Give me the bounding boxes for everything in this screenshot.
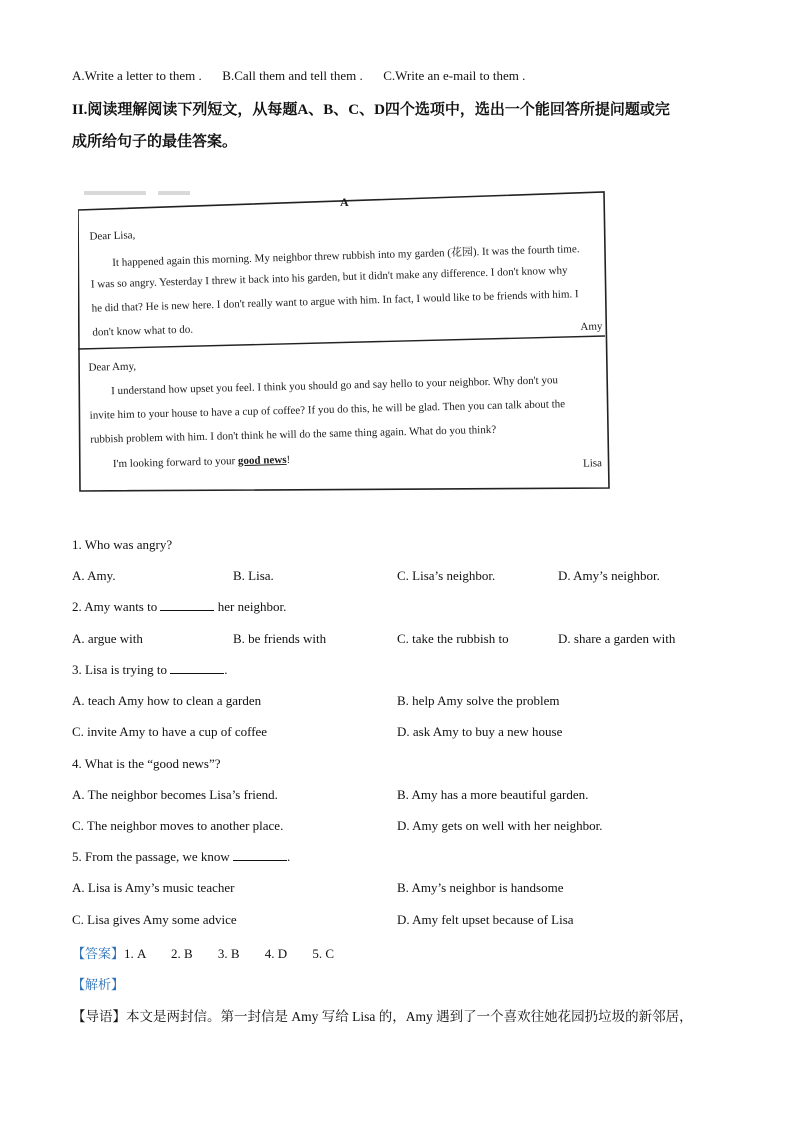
good-news-phrase: good news	[237, 453, 287, 468]
question-option: C. Lisa’s neighbor.	[397, 568, 496, 583]
question-option: D. Amy gets on well with her neighbor.	[397, 818, 603, 833]
question-option: C. take the rubbish to	[397, 631, 509, 646]
question-stem: 2. Amy wants to her neighbor.	[72, 599, 287, 614]
question-stem: 3. Lisa is trying to .	[72, 662, 228, 677]
letter1-line: It happened again this morning. My neighbor threw rubbish into my garden (花园). It was the fourth time.	[112, 243, 580, 270]
question-option: A. Amy.	[72, 568, 116, 583]
question-option: C. invite Amy to have a cup of coffee	[72, 724, 268, 739]
question-option: D. Amy felt upset because of Lisa	[397, 912, 574, 927]
answer-blank	[170, 662, 224, 674]
option-a: A.Write a letter to them .	[72, 68, 202, 83]
guide-tag: 【导语】	[72, 1009, 126, 1024]
answer-item: 5. C	[312, 946, 335, 961]
question-option: D. Amy’s neighbor.	[558, 568, 660, 583]
question-stem: 1. Who was angry?	[72, 537, 173, 552]
analysis-line	[72, 974, 124, 993]
letter1-signature: Amy	[580, 320, 603, 334]
letter2-line: invite him to your house to have a cup of coffee? If you do this, he will be glad. Then you can talk about the	[89, 398, 566, 422]
analysis-tag: 【解析】	[72, 977, 125, 992]
answer-item: 1. A	[124, 946, 146, 961]
guide-line	[72, 1005, 693, 1025]
letter-from-lisa	[74, 173, 613, 492]
question-option: C. Lisa gives Amy some advice	[72, 912, 237, 927]
passage-letter-image	[78, 186, 610, 492]
question-option: B. Amy has a more beautiful garden.	[397, 787, 589, 802]
question-option: A. argue with	[72, 631, 143, 646]
letter2-line: I understand how upset you feel. I think you should go and say hello to your neighbor. Why don't you	[110, 374, 559, 398]
letter2-closing: I'm looking forward to your good news!	[112, 453, 291, 471]
question-option: B. be friends with	[233, 631, 327, 646]
answer-blank	[160, 599, 214, 611]
answer-blank	[233, 849, 287, 861]
option-b: B.Call them and tell them .	[222, 68, 363, 83]
question-option: C. The neighbor moves to another place.	[72, 818, 284, 833]
letter1-greeting: Dear Lisa,	[89, 229, 136, 243]
question-option: B. help Amy solve the problem	[397, 693, 560, 708]
question-option: B. Lisa.	[233, 568, 274, 583]
answer-item: 4. D	[264, 946, 288, 961]
question-option: B. Amy’s neighbor is handsome	[397, 880, 564, 895]
letter1-line: don't know what to do.	[92, 323, 194, 339]
letter1-line: I was so angry. Yesterday I threw it back into his garden, but it didn't make any difference. I don't know why	[90, 264, 568, 291]
answer-line	[72, 943, 334, 962]
answer-tag: 【答案】	[72, 946, 125, 961]
passage-label: A	[340, 195, 349, 209]
question-option: A. The neighbor becomes Lisa’s friend.	[72, 787, 278, 802]
question-option: A. Lisa is Amy’s music teacher	[72, 880, 235, 895]
question-stem: 5. From the passage, we know .	[72, 849, 291, 864]
question-option: A. teach Amy how to clean a garden	[72, 693, 262, 708]
question-stem: 4. What is the “good news”?	[72, 756, 221, 771]
previous-question-options	[72, 68, 525, 84]
guide-text: 本文是两封信。第一封信是 Amy 写给 Lisa 的，Amy 遇到了一个喜欢往她花园扔垃圾的新邻居，	[126, 1009, 693, 1024]
option-c: C.Write an e-mail to them .	[383, 68, 526, 83]
letter2-signature: Lisa	[582, 457, 603, 470]
letter2-line: rubbish problem with him. I don't think he will do the same thing again. What do you think?	[90, 423, 497, 446]
letter1-line: he did that? He is new here. I don't really want to argue with him. In fact, I would like to be friends with him. I	[91, 288, 579, 315]
question-option: D. ask Amy to buy a new house	[397, 724, 563, 739]
answer-item: 2. B	[170, 946, 193, 961]
section-heading-line1: II.阅读理解阅读下列短文，从每题A、B、C、D四个选项中，选出一个能回答所提问题或完	[72, 102, 670, 118]
question-option: D. share a garden with	[558, 631, 676, 646]
letter2-greeting: Dear Amy,	[88, 360, 137, 374]
answer-item: 3. B	[217, 946, 240, 961]
section-heading-line2: 成所给句子的最佳答案。	[72, 134, 238, 150]
